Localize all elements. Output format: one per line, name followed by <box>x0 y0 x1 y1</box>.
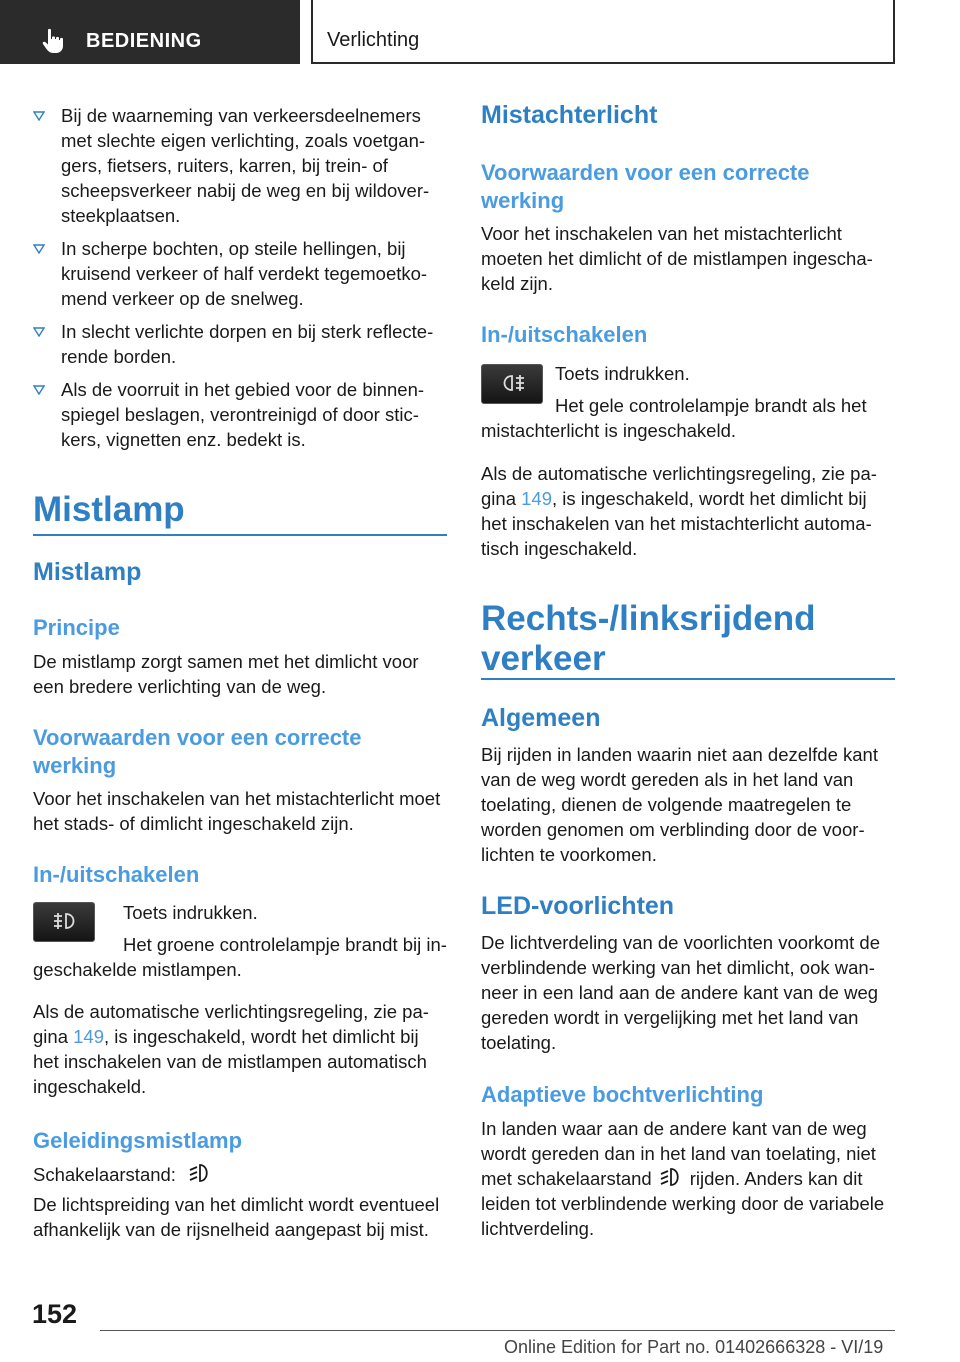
heading-geleidingsmistlamp: Geleidingsmistlamp <box>33 1128 243 1153</box>
triangle-bullet-icon <box>33 327 45 337</box>
edition-footer: Online Edition for Part no. 01402666328 - VI/19 <box>504 1337 884 1357</box>
paragraph-auto-lighting-rear <box>481 461 895 561</box>
pointing-hand-icon <box>42 28 66 54</box>
heading-led-voorlichten: LED-voorlichten <box>481 892 675 920</box>
auto-text-pre: Als de automatische verlichtingsregeling, zie pagina <box>33 1001 429 1047</box>
auto-text-pre: Als de automatische verlichtingsregeling, zie pagina <box>481 463 877 509</box>
auto-text-post: , is ingeschakeld, wordt het dimlicht bij het inschakelen van de mistlampen automatisch ingeschakeld. <box>33 1026 427 1097</box>
list-item <box>33 377 447 452</box>
heading-voorwaarden-rear: Voorwaarden voor een correcte werking <box>481 160 810 213</box>
list-item <box>33 103 447 228</box>
button-instruction-rear: Toets indrukken. <box>555 363 690 384</box>
triangle-bullet-icon <box>33 385 45 395</box>
bullet-text: Bij de waarneming van verkeersdeelnemers met slechte eigen verlichting, zoals voetgangers, fietsers, ruiters, karren, bij trein- of scheepsverkeer nabij de weg en bij wildoversteekplaatsen. <box>61 105 430 226</box>
section-title: BEDIENING <box>86 30 202 52</box>
paragraph-adaptief <box>481 1116 895 1241</box>
bullet-text: In scherpe bochten, op steile hellingen, bij kruisend verkeer of half verdekt tegemoetkomend verkeer op de snelweg. <box>61 238 428 309</box>
triangle-bullet-icon <box>33 244 45 254</box>
paragraph-geleiding: De lichtspreiding van het dimlicht wordt eventueel afhankelijk van de rijsnelheid aangepast bij mist. <box>33 1194 440 1240</box>
heading-rule <box>481 678 895 680</box>
page-number: 152 <box>32 1299 78 1329</box>
heading-principe: Principe <box>33 615 120 640</box>
button-instruction: Toets indrukken. <box>123 902 258 923</box>
paragraph-led: De lichtverdeling van de voorlichten voorkomt de verblindende werking van het dimlicht, ook wanneer in een land aan de andere kant van de weg gereden wordt in vergelijking met het land van toelating. <box>481 932 880 1053</box>
chapter-title: Verlichting <box>327 29 420 51</box>
triangle-bullet-icon <box>33 111 45 121</box>
heading-voorwaarden: Voorwaarden voor een correcte werking <box>33 725 362 778</box>
button-indicator-text-rear: Het gele controlelampje brandt als het mistachterlicht is ingeschakeld. <box>481 395 867 441</box>
list-item <box>33 236 447 311</box>
subheading-mistlamp: Mistlamp <box>33 558 142 586</box>
bullet-text: Als de voorruit in het gebied voor de binnenspiegel beslagen, verontreinigd of door stickers, vignetten enz. bedekt is. <box>61 379 425 450</box>
heading-rule <box>33 534 447 536</box>
heading-algemeen: Algemeen <box>481 704 601 732</box>
heading-in-uitschakelen: In-/uitschakelen <box>33 862 200 887</box>
heading-mistachterlicht: Mistachterlicht <box>481 101 658 129</box>
paragraph-auto-lighting <box>33 999 447 1099</box>
bullet-text: In slecht verlichte dorpen en bij sterk reflecterende borden. <box>61 321 434 367</box>
button-indicator-text: Het groene controlelampje brandt bij ingeschakelde mistlampen. <box>33 934 447 980</box>
low-beam-icon <box>658 1166 684 1188</box>
heading-adaptieve-bochtverlichting: Adaptieve bochtverlichting <box>481 1082 764 1107</box>
list-item <box>33 319 447 369</box>
heading-rechts-links: Rechts-/linksrijdend verkeer <box>481 599 816 678</box>
footer-rule <box>100 1330 895 1331</box>
low-beam-icon <box>187 1162 213 1184</box>
paragraph-voorwaarden-rear: Voor het inschakelen van het mistachterlicht moeten het dimlicht of de mistlampen ingeschakeld zijn. <box>481 223 873 294</box>
adaptief-text-pre: In landen waar aan de andere kant van de weg wordt gereden dan in het land van toelating, niet met schakelaarstand <box>481 1118 876 1189</box>
paragraph-voorwaarden: Voor het inschakelen van het mistachterlicht moet het stads- of dimlicht ingeschakeld zijn. <box>33 788 441 834</box>
chapter-header <box>311 0 895 64</box>
paragraph-algemeen: Bij rijden in landen waarin niet aan dezelfde kant van de weg wordt gereden als in het land van toelating, dienen de volgende maatregelen te worden genomen om verblinding door de voorlichten te voorkomen. <box>481 744 878 865</box>
heading-mistlamp: Mistlamp <box>33 490 185 529</box>
page-link[interactable]: 149 <box>73 1026 104 1047</box>
switch-position-label: Schakelaarstand: <box>33 1164 176 1185</box>
page-link[interactable]: 149 <box>521 488 552 509</box>
paragraph-principe: De mistlamp zorgt samen met het dimlicht voor een bredere verlichting van de weg. <box>33 651 419 697</box>
switch-position-line <box>33 1162 447 1187</box>
auto-text-post: , is ingeschakeld, wordt het dimlicht bij het inschakelen van het mistachterlicht automatisch ingeschakeld. <box>481 488 872 559</box>
heading-in-uitschakelen-rear: In-/uitschakelen <box>481 322 648 347</box>
section-tab[interactable] <box>0 0 300 64</box>
adaptief-text-post: rijden. Anders kan dit leiden tot verblindende werking door de variabele lichtverdeling. <box>481 1168 885 1239</box>
